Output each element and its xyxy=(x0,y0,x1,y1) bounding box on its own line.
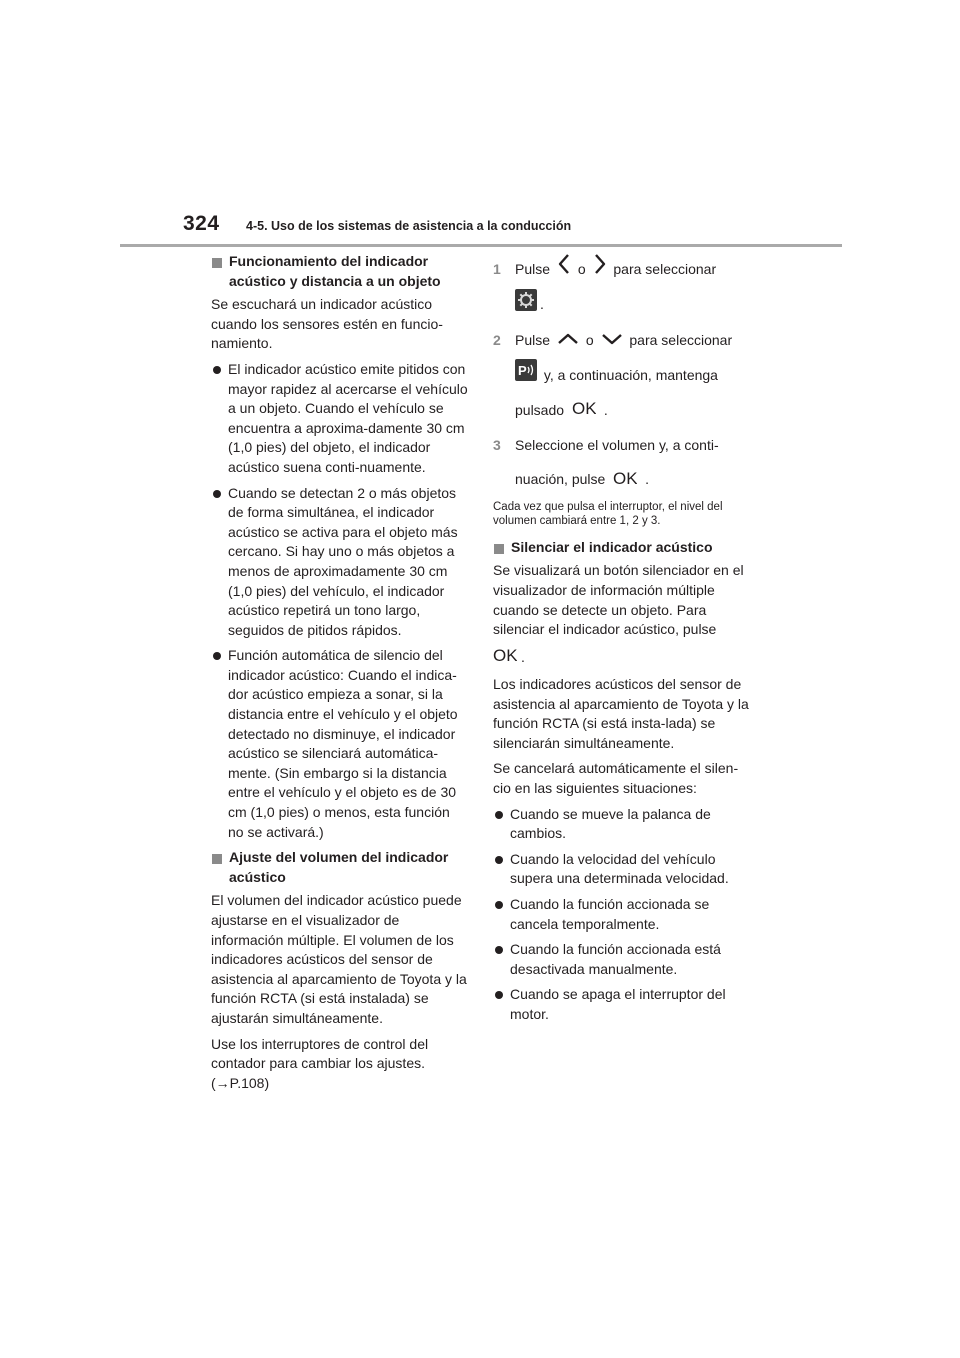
paragraph-text: Use los interruptores de control del contador para cambiar los ajustes. xyxy=(211,1035,429,1072)
svg-text:OK: OK xyxy=(493,647,517,664)
step-text: o xyxy=(577,261,586,277)
bullet-dot-icon xyxy=(495,991,503,999)
bullet-item xyxy=(493,850,755,889)
page-reference-link[interactable]: (→P.108) xyxy=(211,1074,270,1091)
bullet-text: El indicador acústico emite pitidos con mayor rapidez al acercarse el vehículo a un objeto. Cuando el vehículo se encuentra a aproxima-damente 30 cm (1,0 pies) del objeto, el indicador acústico suena conti-nuamente. xyxy=(228,360,468,475)
bullet-item xyxy=(493,985,755,1024)
bullet-dot-icon xyxy=(213,490,221,498)
step-text: . xyxy=(603,402,608,419)
paragraph: Los indicadores acústicos del sensor de asistencia al aparcamiento de Toyota y la función RCTA (si está insta-lada) se silenciarán simultáneamente. xyxy=(493,676,749,751)
section-heading-volume xyxy=(211,848,469,887)
step-2 xyxy=(493,323,755,429)
step-text: para seleccionar xyxy=(629,331,733,348)
paragraph xyxy=(211,1035,469,1094)
step-text: o xyxy=(585,331,594,348)
bullet-dot-icon xyxy=(213,366,221,374)
bullet-text: Cuando la función accionada se cancela temporalmente. xyxy=(510,895,710,932)
step-text: Seleccione el volumen y, a conti- xyxy=(515,437,719,454)
note-text: Cada vez que pulsa el interruptor, el nivel del volumen cambiará entre 1, 2 y 3. xyxy=(493,500,723,527)
settings-gear-icon xyxy=(515,289,537,323)
chevron-up-icon xyxy=(557,324,579,358)
bullet-item xyxy=(493,895,755,934)
heading-square-icon xyxy=(494,544,504,554)
ok-button-icon xyxy=(572,394,596,428)
chevron-left-icon xyxy=(557,253,571,287)
bullet-dot-icon xyxy=(495,856,503,864)
bullet-text: Cuando se detectan 2 o más objetos de forma simultánea, el indicador acústico se activa para el objeto más cercano. Si hay uno o más objetos a menos de aproximadamente 30 cm (1,0 pies) del vehículo, el indicador acústico repetirá un tono largo, seguidos de pitidos rápidos. xyxy=(228,484,458,638)
svg-text:OK: OK xyxy=(613,469,638,486)
step-text: pulsado xyxy=(515,402,565,419)
heading-text: Funcionamiento del indicador acústico y distancia a un objeto xyxy=(229,253,441,289)
bullet-text: Cuando la velocidad del vehículo supera una determinada velocidad. xyxy=(510,850,729,887)
chevron-down-icon xyxy=(601,324,623,358)
paragraph: Se visualizará un botón silenciador en el visualizador de información múltiple cuando se detecte un objeto. Para silenciar el indicador acústico, pulse xyxy=(493,562,744,638)
paragraph-text: . xyxy=(521,648,525,665)
step-text: Pulse xyxy=(515,261,551,277)
bullet-item xyxy=(211,646,469,842)
ok-button-icon xyxy=(493,647,517,669)
right-column xyxy=(493,252,755,1031)
paragraph: El volumen del indicador acústico puede ajustarse en el visualizador de información múltiple. El volumen de los indicadores acústicos del sensor de asistencia al aparcamiento de Toyota y la función RCTA (si está instalada) se ajustarán simultáneamente. xyxy=(211,892,467,1026)
step-1 xyxy=(493,252,755,323)
bullet-item xyxy=(493,805,755,844)
bullet-dot-icon xyxy=(495,946,503,954)
step-text: . xyxy=(540,296,544,313)
chapter-title: 4-5. Uso de los sistemas de asistencia a la conducción xyxy=(246,219,572,233)
step-number: 3 xyxy=(493,437,501,454)
bullet-dot-icon xyxy=(213,652,221,660)
chevron-right-icon xyxy=(593,253,607,287)
step-text: para seleccionar xyxy=(613,261,717,277)
step-number: 2 xyxy=(493,331,501,348)
heading-square-icon xyxy=(212,854,222,864)
bullet-item xyxy=(211,484,469,641)
paragraph xyxy=(493,646,755,669)
step-text: y, a continuación, mantenga xyxy=(543,366,718,383)
bullet-text: Cuando se mueve la palanca de cambios. xyxy=(510,805,711,842)
svg-text:OK: OK xyxy=(571,400,596,417)
section-heading-distance xyxy=(211,252,469,291)
step-text: nuación, pulse xyxy=(515,471,606,488)
heading-text: Silenciar el indicador acústico xyxy=(511,538,713,555)
page-number: 324 xyxy=(183,212,220,235)
section-heading-silence xyxy=(493,538,755,558)
step-number: 1 xyxy=(493,261,501,277)
bullet-dot-icon xyxy=(495,811,503,819)
left-column xyxy=(211,252,469,1099)
header-divider xyxy=(120,244,842,247)
bullet-text: Cuando se apaga el interruptor del motor. xyxy=(510,986,726,1022)
parking-sensor-icon xyxy=(515,359,537,393)
bullet-text: Cuando la función accionada está desactivada manualmente. xyxy=(510,941,721,977)
paragraph: Se escuchará un indicador acústico cuando los sensores estén en funcio-namiento. xyxy=(211,296,443,352)
paragraph: Se cancelará automáticamente el silen-cio en las siguientes situaciones: xyxy=(493,760,739,797)
bullet-item xyxy=(211,360,469,478)
bullet-item xyxy=(493,940,755,979)
step-text: . xyxy=(645,471,649,488)
bullet-dot-icon xyxy=(495,901,503,909)
ok-button-icon xyxy=(613,464,637,498)
svg-text:P: P xyxy=(518,363,527,379)
heading-text: Ajuste del volumen del indicador acústico xyxy=(229,849,449,885)
step-text: Pulse xyxy=(515,331,551,348)
heading-square-icon xyxy=(212,258,222,268)
step-3 xyxy=(493,428,755,497)
bullet-text: Función automática de silencio del indicador acústico: Cuando el indica-dor acústico empieza a sonar, si la distancia entre el vehículo y el objeto detectado no disminuye, el indicador acústico se silenciará automática-mente. (Sin embargo si la distancia entre el vehículo y el objeto es de 30 cm (1,0 pies) o menos, esta función no se activará.) xyxy=(228,647,458,840)
